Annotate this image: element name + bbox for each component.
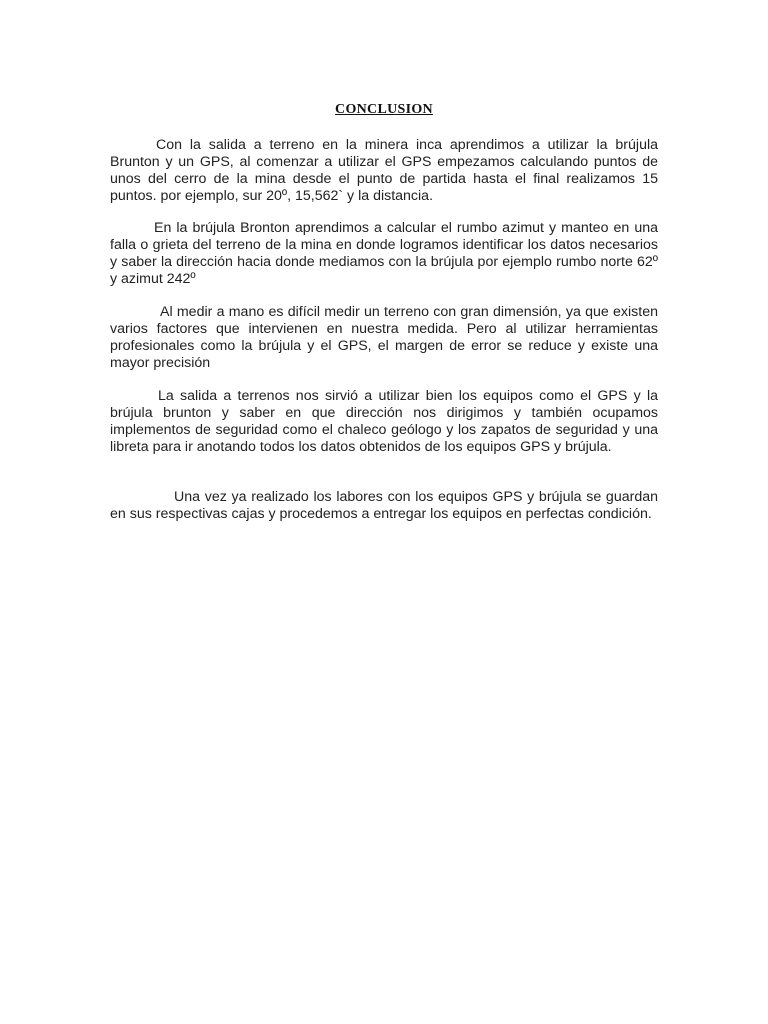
document-title: CONCLUSION: [335, 102, 433, 117]
paragraph-4: La salida a terrenos nos sirvió a utilizar bien los equipos como el GPS y la brújula brunton y saber en que dirección nos dirigimos y también ocupamos implementos de seguridad como el chaleco geólogo y los zapatos de seguridad y una libreta para ir anotando todos los datos obtenidos de los equipos GPS y brújula.: [110, 388, 658, 455]
paragraph-3: Al medir a mano es difícil medir un terreno con gran dimensión, ya que existen varios factores que intervienen en nuestra medida. Pero al utilizar herramientas profesionales como la brújula y el GPS, el margen de error se reduce y existe una mayor precisión: [110, 304, 658, 371]
paragraph-1: Con la salida a terreno en la minera inca aprendimos a utilizar la brújula Brunton y un GPS, al comenzar a utilizar el GPS empezamos calculando puntos de unos del cerro de la mina desde el punto de partida hasta el final realizamos 15 puntos. por ejemplo, sur 20º, 15,562` y la distancia.: [110, 137, 658, 204]
paragraph-2: En la brújula Bronton aprendimos a calcular el rumbo azimut y manteo en una falla o grieta del terreno de la mina en donde logramos identificar los datos necesarios y saber la dirección hacia donde mediamos con la brújula por ejemplo rumbo norte 62º y azimut 242º: [110, 220, 658, 287]
paragraph-5: Una vez ya realizado los labores con los equipos GPS y brújula se guardan en sus respectivas cajas y procedemos a entregar los equipos en perfectas condición.: [110, 489, 658, 522]
